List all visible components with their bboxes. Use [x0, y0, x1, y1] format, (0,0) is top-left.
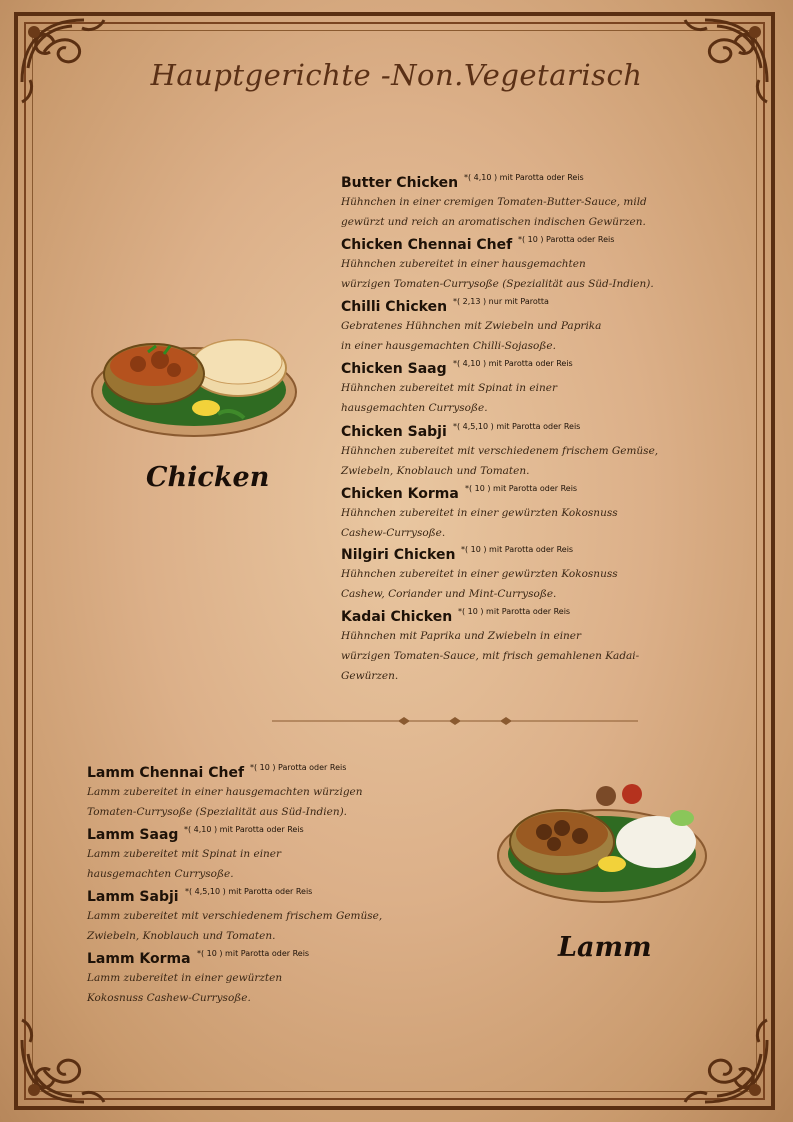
dish-description: Kokosnuss Cashew-Currysoße. — [87, 992, 251, 1004]
dish-description: Lamm zubereitet mit Spinat in einer — [87, 848, 282, 860]
dish-description: gewürzt und reich an aromatischen indischen Gewürzen. — [341, 216, 646, 228]
dish-description: Hühnchen zubereitet in einer hausgemachten — [341, 258, 586, 270]
section-label-chicken: Chicken — [146, 462, 270, 493]
dish-description: Hühnchen mit Paprika und Zwiebeln in einer — [341, 630, 582, 642]
dish-description: Hühnchen zubereitet in einer gewürzten Kokosnuss — [341, 568, 618, 580]
dish-note: *( 4,5,10 ) mit Parotta oder Reis — [453, 422, 581, 431]
dish-description: würzigen Tomaten-Sauce, mit frisch gemahlenen Kadai- — [341, 650, 640, 662]
dish-note: *( 10 ) mit Parotta oder Reis — [458, 607, 571, 616]
dish-name: Nilgiri Chicken — [341, 547, 456, 563]
dish-description: hausgemachten Currysoße. — [87, 868, 234, 880]
dish-description: Gebratenes Hühnchen mit Zwiebeln und Paprika — [341, 320, 602, 332]
dish-name: Chicken Korma — [341, 486, 459, 502]
dish-description: Zwiebeln, Knoblauch und Tomaten. — [341, 465, 530, 477]
dish-description: Hühnchen in einer cremigen Tomaten-Butter-Sauce, mild — [341, 196, 647, 208]
dish-description: Tomaten-Currysoße (Spezialität aus Süd-Indien). — [87, 806, 348, 818]
lamb-curry-plate-icon — [496, 782, 710, 906]
dish-name: Butter Chicken — [341, 175, 459, 191]
dish-name: Lamm Sabji — [87, 889, 179, 905]
dish-note: *( 10 ) mit Parotta oder Reis — [461, 545, 574, 554]
dish-note: *( 4,10 ) mit Parotta oder Reis — [464, 173, 584, 182]
dish-name: Kadai Chicken — [341, 609, 453, 625]
dish-description: Lamm zubereitet in einer hausgemachten würzigen — [87, 786, 363, 798]
dish-note: *( 4,10 ) mit Parotta oder Reis — [453, 359, 573, 368]
dish-name: Lamm Korma — [87, 951, 191, 967]
dish-name: Lamm Chennai Chef — [87, 765, 245, 781]
dish-description: Hühnchen zubereitet mit Spinat in einer — [341, 382, 557, 394]
corner-ornament-icon — [665, 1000, 775, 1110]
corner-ornament-icon — [14, 1000, 124, 1110]
section-label-lamm: Lamm — [558, 932, 652, 963]
dish-description: Cashew, Coriander und Mint-Currysoße. — [341, 588, 557, 600]
dish-note: *( 10 ) mit Parotta oder Reis — [465, 484, 578, 493]
dish-description: Hühnchen zubereitet in einer gewürzten Kokosnuss — [341, 507, 618, 519]
dish-description: Cashew-Currysoße. — [341, 527, 446, 539]
page-title: Hauptgerichte -Non.Vegetarisch — [150, 58, 643, 92]
dish-name: Chilli Chicken — [341, 299, 448, 315]
dish-description: Lamm zubereitet mit verschiedenem frischem Gemüse, — [87, 910, 383, 922]
dish-description: Gewürzen. — [341, 670, 399, 682]
dish-description: Zwiebeln, Knoblauch und Tomaten. — [87, 930, 276, 942]
chicken-curry-plate-icon — [88, 318, 300, 440]
dish-description: in einer hausgemachten Chilli-Sojasoße. — [341, 340, 556, 352]
dish-note: *( 4,10 ) mit Parotta oder Reis — [184, 825, 304, 834]
dish-note: *( 10 ) Parotta oder Reis — [250, 763, 347, 772]
dish-name: Chicken Chennai Chef — [341, 237, 513, 253]
dish-name: Chicken Sabji — [341, 424, 447, 440]
dish-name: Chicken Saag — [341, 361, 447, 377]
dish-description: Hühnchen zubereitet mit verschiedenem frischem Gemüse, — [341, 445, 659, 457]
dish-note: *( 4,5,10 ) mit Parotta oder Reis — [185, 887, 313, 896]
dish-name: Lamm Saag — [87, 827, 179, 843]
dish-description: Lamm zubereitet in einer gewürzten — [87, 972, 283, 984]
dish-description: hausgemachten Currysoße. — [341, 402, 488, 414]
divider-ornament-icon — [272, 716, 638, 726]
dish-note: *( 10 ) Parotta oder Reis — [518, 235, 615, 244]
dish-note: *( 10 ) mit Parotta oder Reis — [197, 949, 310, 958]
dish-description: würzigen Tomaten-Currysoße (Spezialität aus Süd-Indien). — [341, 278, 654, 290]
dish-note: *( 2,13 ) nur mit Parotta — [453, 297, 549, 306]
